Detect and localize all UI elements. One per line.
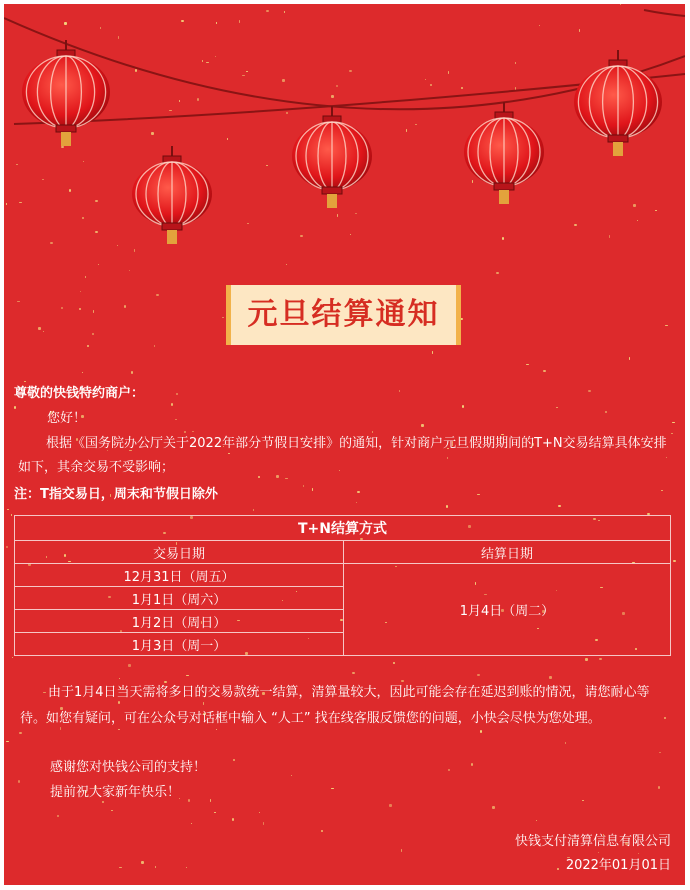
confetti-speck — [93, 310, 94, 313]
confetti-speck — [18, 780, 20, 783]
confetti-speck — [585, 658, 588, 661]
confetti-speck — [98, 264, 99, 265]
confetti-speck — [233, 759, 235, 761]
confetti-speck — [214, 812, 216, 813]
confetti-speck — [543, 370, 546, 372]
confetti-speck — [599, 658, 602, 660]
confetti-speck — [232, 818, 234, 821]
confetti-speck — [558, 505, 561, 507]
confetti-speck — [549, 676, 552, 679]
confetti-speck — [175, 419, 177, 420]
greeting: 您好！ — [47, 411, 87, 426]
confetti-speck — [605, 411, 607, 413]
confetti-speck — [85, 276, 86, 278]
thanks-line: 感谢您对快钱公司的支持！ — [50, 760, 207, 775]
confetti-speck — [629, 357, 630, 360]
confetti-speck — [119, 867, 122, 868]
lantern — [574, 50, 662, 156]
table-title: T+N结算方式 — [15, 516, 671, 541]
confetti-speck — [492, 806, 495, 809]
signature-date: 2022年01月01日 — [565, 858, 671, 873]
page-title: 元旦结算通知 — [247, 297, 440, 332]
confetti-speck — [188, 799, 190, 802]
confetti-speck — [357, 491, 360, 493]
confetti-speck — [82, 372, 83, 373]
confetti-speck — [129, 270, 130, 271]
confetti-speck — [536, 820, 537, 821]
confetti-speck — [659, 752, 661, 753]
lantern — [292, 106, 372, 208]
confetti-speck — [312, 488, 313, 491]
confetti-speck — [526, 364, 529, 365]
salutation: 尊敬的快钱特约商户： — [14, 386, 145, 401]
confetti-speck — [401, 849, 402, 852]
confetti-speck — [191, 823, 192, 824]
confetti-speck — [186, 867, 187, 868]
confetti-speck — [356, 502, 357, 503]
confetti-speck — [658, 786, 660, 789]
body-paragraph: 由于1月4日当天需将多日的交易款统一结算，清算量较大，因此可能会存在延迟到账的情况，请您耐心等待。如您有疑问，可在公众号对话框中输入 “人工” 找在线客服反馈您的问题，小快会尽快为您处理。 — [20, 685, 650, 726]
confetti-speck — [155, 866, 156, 868]
lantern — [132, 146, 212, 244]
confetti-speck — [80, 291, 81, 292]
confetti-speck — [582, 800, 584, 801]
signature-company: 快钱支付清算信息有限公司 — [514, 834, 671, 849]
confetti-speck — [263, 822, 264, 825]
trade-date-cell: 1月1日（周六） — [15, 587, 344, 610]
confetti-speck — [253, 509, 254, 511]
settle-date-cell: 1月4日（周二） — [344, 564, 671, 656]
confetti-speck — [17, 301, 20, 302]
confetti-speck — [38, 327, 41, 330]
confetti-speck — [389, 804, 392, 807]
confetti-speck — [496, 272, 499, 274]
confetti-speck — [462, 405, 464, 408]
confetti-speck — [303, 485, 304, 487]
lantern — [464, 102, 544, 204]
trade-date-cell: 1月3日（周一） — [15, 633, 344, 656]
confetti-speck — [259, 812, 260, 813]
confetti-speck — [393, 662, 395, 664]
confetti-speck — [565, 742, 566, 744]
confetti-speck — [124, 305, 126, 308]
notice-card — [4, 4, 685, 885]
confetti-speck — [672, 422, 675, 423]
confetti-speck — [352, 672, 355, 674]
lantern-decoration — [4, 4, 685, 264]
confetti-speck — [156, 294, 159, 296]
confetti-speck — [186, 675, 189, 676]
confetti-speck — [321, 830, 323, 832]
confetti-speck — [111, 810, 113, 811]
confetti-speck — [12, 657, 13, 658]
confetti-speck — [141, 861, 144, 864]
confetti-speck — [6, 741, 9, 742]
confetti-speck — [128, 664, 131, 667]
note: 注：T指交易日，周末和节假日除外 — [14, 487, 218, 502]
trade-date-cell: 12月31日（周五） — [15, 564, 344, 587]
confetti-speck — [661, 490, 663, 491]
confetti-speck — [477, 674, 480, 676]
confetti-speck — [171, 403, 173, 406]
column-header-settle-date: 结算日期 — [344, 541, 671, 564]
confetti-speck — [92, 333, 94, 335]
confetti-speck — [556, 407, 558, 408]
confetti-speck — [61, 307, 63, 309]
confetti-speck — [286, 264, 287, 265]
confetti-speck — [19, 732, 22, 734]
confetti-speck — [7, 509, 9, 510]
confetti-speck — [331, 788, 334, 789]
confetti-speck — [222, 317, 224, 318]
confetti-speck — [131, 371, 133, 374]
column-header-trade-date: 交易日期 — [15, 541, 344, 564]
confetti-speck — [43, 331, 44, 332]
confetti-speck — [14, 406, 16, 409]
confetti-speck — [154, 345, 155, 347]
confetti-speck — [446, 505, 448, 508]
trade-date-cell: 1月2日（周日） — [15, 610, 344, 633]
confetti-speck — [665, 325, 668, 326]
settlement-table — [14, 515, 671, 656]
confetti-speck — [588, 390, 591, 392]
confetti-speck — [432, 351, 433, 354]
confetti-speck — [557, 868, 559, 870]
confetti-speck — [477, 494, 480, 495]
confetti-speck — [79, 308, 81, 310]
confetti-speck — [421, 424, 424, 427]
confetti-speck — [673, 560, 676, 562]
confetti-speck — [87, 345, 89, 347]
confetti-speck — [119, 678, 120, 679]
confetti-speck — [11, 514, 12, 516]
intro-paragraph: 根据《国务院办公厅关于2022年部分节假日安排》的通知，针对商户元旦假期期间的T+N交易结算具体安排如下，其余交易不受影响； — [18, 436, 667, 475]
confetti-speck — [6, 546, 8, 548]
confetti-speck — [291, 775, 292, 776]
wishes-line: 提前祝大家新年快乐！ — [50, 785, 181, 800]
confetti-speck — [176, 393, 178, 395]
confetti-speck — [448, 769, 450, 771]
title-banner — [226, 285, 461, 345]
confetti-speck — [471, 763, 473, 766]
confetti-speck — [57, 815, 59, 817]
confetti-speck — [399, 390, 400, 392]
confetti-speck — [210, 799, 211, 802]
